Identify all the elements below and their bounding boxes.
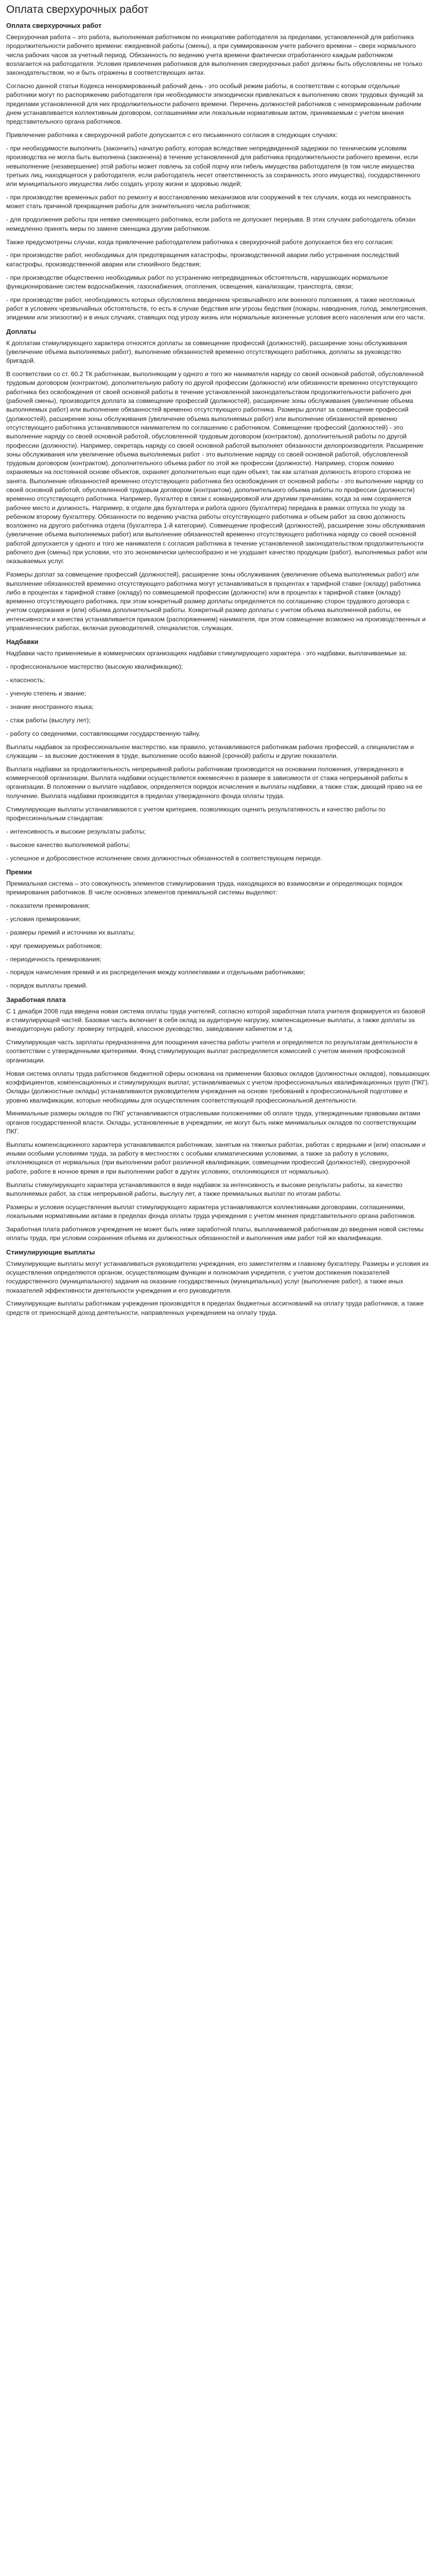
paragraph: - порядок начисления премий и их распределения между коллективами и отдельными работниками; (6, 969, 305, 976)
paragraph: - при производстве работ, необходимых для предотвращения катастрофы, производственной аварии либо устранения последствий катастрофы, производственной аварии или стихийного бедствия; (6, 251, 399, 268)
paragraph: Размеры доплат за совмещение профессий (должностей), расширение зоны обслуживания (увеличение объема выполняемых работ) или выполнение обязанностей временно отсутствующего работника могут устанавливаться в процентах к тарифной ставке (окладу) работника либо в процентах к тарифной ставке (окладу) по совмещаемой профессии (должности) или в процентах к тарифной ставке (окладу) временно отсутствующего работника, при этом конкретный размер доплаты определяется по соглашению сторон трудового договора с учетом содержания и (или) объема дополнительной работы. Конкретный размер доплаты с учетом объема выполненной работы, ее интенсивности и качества устанавливается приказом (распоряжением) нанимателя, при этом совмещение возможно на производственных и управленческих работах, включая руководителей, специалистов, служащих. (6, 571, 426, 632)
section-heading: Заработная плата (6, 995, 66, 1004)
section-heading: Оплата сверхурочных работ (6, 22, 102, 29)
section-heading: Стимулирующие выплаты (6, 1248, 95, 1256)
paragraph: - интенсивность и высокие результаты работы; (6, 827, 146, 835)
section (6, 637, 430, 862)
paragraph: Выплаты надбавок за профессиональное мастерство, как правило, устанавливаются работникам рабочих профессий, а специалистам и служащим – за высокие достижения в труде, выполнение особо важной (срочной) работы и другие показатели. (6, 743, 414, 759)
section-heading: Надбавки (6, 638, 39, 646)
paragraph: Размеры и условия осуществления выплат стимулирующего характера устанавливаются коллективными договорами, соглашениями, локальными нормативными актами в пределах фонда оплаты труда учреждения с учетом мнения представительного органа работников. (6, 1203, 416, 1220)
section-heading: Доплаты (6, 327, 37, 335)
paragraph: Стимулирующие выплаты устанавливаются с учетом критериев, позволяющих оценить результативность и качество работы по профессиональным стандартам: (6, 805, 386, 822)
document-body (6, 21, 430, 1317)
paragraph: Согласно данной статьи Кодекса ненормированный рабочий день - это особый режим работы, в соответствии с которым отдельные работники могут по распоряжению работодателя при необходимости эпизодически привлекаться к выполнению своих трудовых функций за пределами установленной для них продолжительности рабочего времени. Перечень должностей работников с ненормированным рабочим днем устанавливается коллективным договором, соглашениями или локальным нормативным актом, принимаемым с учетом мнения представительного органа работников. (6, 82, 423, 126)
paragraph: - периодичность премирования; (6, 955, 101, 963)
paragraph: В соответствии со ст. 60.2 ТК работникам, выполняющим у одного и того же нанимателя наряду со своей основной работой, обусловленной трудовым договором (контрактом), дополнительную работу по другой профессии (должности) или обязанности временно отсутствующего работника без освобождения от своей основной работы в течение установленной законодательством продолжительности рабочего дня (рабочей смены), производится доплата за совмещение профессий (должностей), расширение зоны обслуживания (увеличение объема выполняемых работ) или выполнение обязанностей временно отсутствующего работника. Размеры доплат за совмещение профессий (должностей), расширение зоны обслуживания (увеличение объема выполняемых работ) или выполнение обязанностей временно отсутствующего работника устанавливаются нанимателем по соглашению с работником. Совмещение профессий (должностей) - это выполнение наряду со своей основной работой, обусловленной трудовым договором (контрактом), дополнительной работы по другой профессии (должности). Например, секретарь наряду со своей основной работой выполняет обязанности делопроизводителя. Расширение зоны обслуживания или увеличение объема выполняемых работ - это выполнение наряду со своей основной работой, обусловленной трудовым договором (контрактом), дополнительного объема работ по этой же профессии (должности). Например, сторож помимо охраняемых на постоянной основе объектов, охраняет дополнительно еще один объект, так как штатная должность второго сторожа не занята. Выполнение обязанностей временно отсутствующего работника без освобождения от основной работы - это выполнение наряду со своей основной работой, обусловленной трудовым договором (контрактом), дополнительного объема работы по профессии (должности) временно отсутствующего работника. Например, бухгалтер в связи с командировкой или другими причинами, когда за ним сохраняется рабочее место и должность. Например, в отделе два бухгалтера и работа одного (бухгалтера) передана в рамках отпуска по уходу за ребенком второму бухгалтеру. Обязанности по ведению участка работы отсутствующего работника и объем работ за свою должность возложено на другого работника отдела (бухгалтера 1-й категории). Совмещение профессий (должностей), расширение зоны обслуживания (увеличение объема выполняемых работ) или выполнение обязанностей временно отсутствующего работника наряду со своей основной работой допускается у одного и того же нанимателя с согласия работника в течение установленной законодательством продолжительности рабочего дня (смены) при условии, что это экономически целесообразно и не ухудшает качество продукции (работ), выполняемых работ или оказываемых услуг. (6, 370, 427, 565)
paragraph: Выплаты стимулирующего характера устанавливаются в виде надбавок за интенсивность и высокие результаты работы, за качество выполняемых работ, за стаж непрерывной работы, выслугу лет, а также премиальных выплат по итогам работы. (6, 1181, 403, 1197)
paragraph: - при производстве общественно необходимых работ по устранению непредвиденных обстоятельств, нарушающих нормальное функционирование систем водоснабжения, газоснабжения, отопления, освещения, канализации, транспорта, связи; (6, 274, 388, 290)
paragraph: - при необходимости выполнить (закончить) начатую работу, которая вследствие непредвиденной задержки по техническим условиям производства не могла быть выполнена (закончена) в течение установленной для работника продолжительности рабочего времени, если невыполнение (незавершение) этой работы может повлечь за собой порчу или гибель имущества работодателя (в том числе имущества третьих лиц, находящегося у работодателя, если работодатель несет ответственность за сохранность этого имущества), государственного или муниципального имущества либо создать угрозу жизни и здоровью людей; (6, 145, 421, 188)
paragraph: Минимальные размеры окладов по ПКГ устанавливаются отраслевыми положениями об оплате труда, утвержденными правовыми актами органов государственной власти. Оклады, установленные в учреждении, не могут быть ниже минимальных окладов по соответствующим ПКГ. (6, 1110, 421, 1135)
paragraph: - при производстве работ, необходимость которых обусловлена введением чрезвычайного или военного положения, а также неотложных работ в условиях чрезвычайных обстоятельств, то есть в случае бедствия или угрозы бедствия (пожары, наводнения, голод, землетрясения, эпидемии или эпизоотии) и в иных случаях, ставящих под угрозу жизнь или нормальные жизненные условия всего населения или его части. (6, 296, 427, 321)
section (6, 1248, 430, 1317)
paragraph: - знание иностранного языка; (6, 703, 94, 710)
paragraph: Премиальная система – это совокупность элементов стимулирования труда, находящихся во взаимосвязи и определяющих порядок премирования работников. В числе основных элементов премиальной системы выделяют: (6, 879, 403, 896)
paragraph: - для продолжения работы при неявке сменяющего работника, если работа не допускает перерыва. В этих случаях работодатель обязан немедленно принять меры по замене сменщика другим работником. (6, 216, 416, 232)
paragraph: Заработная плата работников учреждения не может быть ниже заработной платы, выплачиваемой работникам до введения новой системы оплаты труда, при условии сохранения объема их должностных обязанностей и выполнения ими работ той же квалификации. (6, 1226, 424, 1242)
paragraph: - размеры премий и источники их выплаты; (6, 928, 135, 936)
paragraph: Стимулирующая часть зарплаты предназначена для поощрения качества работы учителя и определяется по результатам деятельности в соответствии с утвержденными критериями. Фонд стимулирующих выплат распределяется комиссией с учетом мнения профсоюзной организации. (6, 1039, 418, 1064)
paragraph: - при производстве временных работ по ремонту и восстановлению механизмов или сооружений в тех случаях, когда их неисправность может стать причиной прекращения работы для значительного числа работников; (6, 194, 411, 210)
paragraph: Новая система оплаты труда работников бюджетной сферы основана на применении базовых окладов (должностных окладов), повышающих коэффициентов, компенсационных и стимулирующих выплат, устанавливаемых с учетом профессиональных квалификационных групп (ПКГ). Оклады (должностные оклады) устанавливаются руководителем учреждения на основе требований к профессиональной подготовке и уровню квалификации, которые необходимы для осуществления соответствующей профессиональной деятельности. (6, 1070, 430, 1104)
page-title: Оплата сверхурочных работ (6, 4, 149, 15)
paragraph: - профессиональное мастерство (высокую квалификацию); (6, 663, 183, 671)
paragraph: - стаж работы (выслугу лет); (6, 716, 91, 724)
paragraph: С 1 декабря 2008 года введена новая система оплаты труда учителей, согласно которой заработная плата учителя формируется из базовой и стимулирующей частей. Базовая часть включает в себя оклад за аудиторную нагрузку, компенсационные выплаты, а также доплаты за внеаудиторную работу: проверку тетрадей, классное руководство, заведование кабинетом и т.д. (6, 1007, 426, 1033)
paragraph: - показатели премирования; (6, 902, 90, 909)
paragraph: - круг премируемых работников; (6, 942, 102, 950)
section (6, 868, 430, 991)
paragraph: Сверхурочная работа – это работа, выполняемая работником по инициативе работодателя за пределами, установленной для работника продолжительности рабочего времени: ежедневной работы (смены), а при суммированном учете рабочего времени – сверх нормального числа рабочих часов за учетный период. Обязанность по ведению учета времени фактически отработанного каждым работником возлагается на работодателя. Условия привлечения работников для выполнения сверхурочных работ должны быть обусловлены не только законодательством, но и быть отражены в соответствующих актах. (6, 33, 423, 77)
paragraph: - ученую степень и звание; (6, 690, 86, 698)
paragraph: Выплаты компенсационного характера устанавливаются работникам, занятым на тяжелых работах, работах с вредными и (или) опасными и иными особыми условиями труда, за работу в местностях с особыми климатическими условиями, а также за работу в условиях, отклоняющихся от нормальных (при выполнении работ различной квалификации, совмещении профессий (должностей), сверхурочной работе, работе в ночное время и при выполнении работ в других условиях, отклоняющихся от нормальных). (6, 1141, 426, 1175)
section-heading: Премии (6, 868, 32, 876)
section (6, 327, 430, 633)
paragraph: Выплата надбавки за продолжительность непрерывной работы работникам производится на основании положения, утвержденного в коммерческой организации. Выплата надбавки осуществляется ежемесячно в размере в зависимости от стажа непрерывной работы в организации. В положении о выплате надбавок, определяется порядок исчисления и выплаты надбавки, а также стаж, дающий право на ее получение. Выплата надбавки производится в пределах утвержденного фонда оплаты труда. (6, 765, 423, 800)
paragraph: Стимулирующие выплаты могут устанавливаться руководителю учреждения, его заместителям и главному бухгалтеру. Размеры и условия их осуществления определяются органом, осуществляющим функции и полномочия учредителя, с учетом достижения показателей государственного (муниципального) задания на оказание государственных (муниципальных) услуг (выполнение работ), а также иных показателей эффективности деятельности учреждения и его руководителя. (6, 1260, 429, 1294)
paragraph: Привлечение работника к сверхурочной работе допускается с его письменного согласия в следующих случаях: (6, 131, 338, 139)
paragraph: Также предусмотрены случаи, когда привлечение работодателем работника к сверхурочной работе допускается без его согласия: (6, 238, 394, 246)
paragraph: Стимулирующие выплаты работникам учреждения производятся в пределах бюджетных ассигнований на оплату труда работников, а также средств от приносящей доход деятельности, направленных учреждением на оплату труда. (6, 1300, 424, 1316)
paragraph: - классность; (6, 676, 45, 684)
section (6, 21, 430, 323)
paragraph: К доплатам стимулирующего характера относятся доплаты за совмещение профессий (должностей), расширение зоны обслуживания (увеличение объема выполняемых работ), выполнение обязанностей временно отсутствующего работника, доплаты за руководство бригадой. (6, 339, 407, 365)
paragraph: - успешное и добросовестное исполнение своих должностных обязанностей в соответствующем периоде. (6, 854, 322, 862)
paragraph: Надбавки часто применяемые в коммерческих организациях надбавки стимулирующего характера - это надбавки, выплачиваемые за: (6, 650, 407, 657)
paragraph: - высокое качество выполняемой работы; (6, 841, 131, 849)
paragraph: - условия премирования; (6, 915, 81, 923)
paragraph: - работу со сведениями, составляющими государственную тайну. (6, 730, 201, 737)
section (6, 995, 430, 1243)
paragraph: - порядок выплаты премий. (6, 982, 88, 990)
